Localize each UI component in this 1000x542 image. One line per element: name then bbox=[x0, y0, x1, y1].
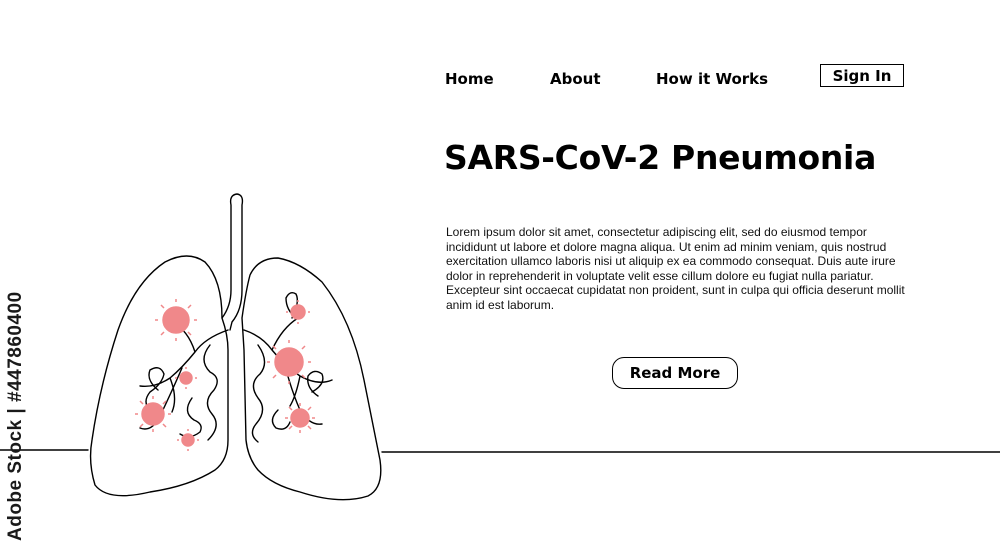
branch-curl-right-1 bbox=[252, 345, 264, 442]
branch-curl-right-4 bbox=[286, 293, 297, 318]
stock-id-label: Adobe Stock | #447860400 bbox=[5, 291, 26, 541]
left-lung bbox=[91, 256, 228, 496]
virus-group bbox=[135, 299, 315, 451]
page-title: SARS-CoV-2 Pneumonia bbox=[444, 138, 877, 177]
branch-curl-left-1 bbox=[204, 345, 217, 440]
branch-curl-left-3 bbox=[180, 398, 201, 437]
read-more-button[interactable]: Read More bbox=[612, 357, 738, 389]
bronchi-left bbox=[140, 322, 228, 429]
coronavirus-icon bbox=[286, 300, 310, 324]
coronavirus-icon bbox=[285, 403, 315, 433]
nav-how-it-works-link[interactable]: How it Works bbox=[656, 70, 769, 88]
branch-curl-right-2 bbox=[308, 371, 323, 396]
hero-description: Lorem ipsum dolor sit amet, consectetur adipiscing elit, sed do eiusmod tempor incididunt ut labore et dolore magna aliqua. Ut enim ad minim veniam, quis nostrud exercitation ullamco laboris nisi ut aliquip ex ea commodo consequat. Duis aute irure dolor in reprehenderit in voluptate velit esse cillum dolore eu fugiat nulla pariatur. Excepteur sint occaecat cupidatat non proident, sunt in culpa qui officia deserunt mollit anim id est laborum. bbox=[446, 225, 905, 312]
branch-curl-left-2 bbox=[146, 368, 164, 410]
coronavirus-icon bbox=[175, 367, 197, 389]
coronavirus-icon bbox=[155, 299, 197, 341]
coronavirus-icon bbox=[177, 429, 199, 451]
nav-about-link[interactable]: About bbox=[550, 70, 601, 88]
sign-in-button[interactable]: Sign In bbox=[820, 64, 904, 87]
coronavirus-icon bbox=[267, 340, 311, 384]
trachea bbox=[222, 194, 242, 330]
branch-curl-right-3 bbox=[272, 410, 290, 429]
coronavirus-icon bbox=[135, 396, 171, 432]
nav-home-link[interactable]: Home bbox=[445, 70, 494, 88]
bronchi-right bbox=[244, 306, 332, 424]
right-lung bbox=[242, 258, 381, 500]
